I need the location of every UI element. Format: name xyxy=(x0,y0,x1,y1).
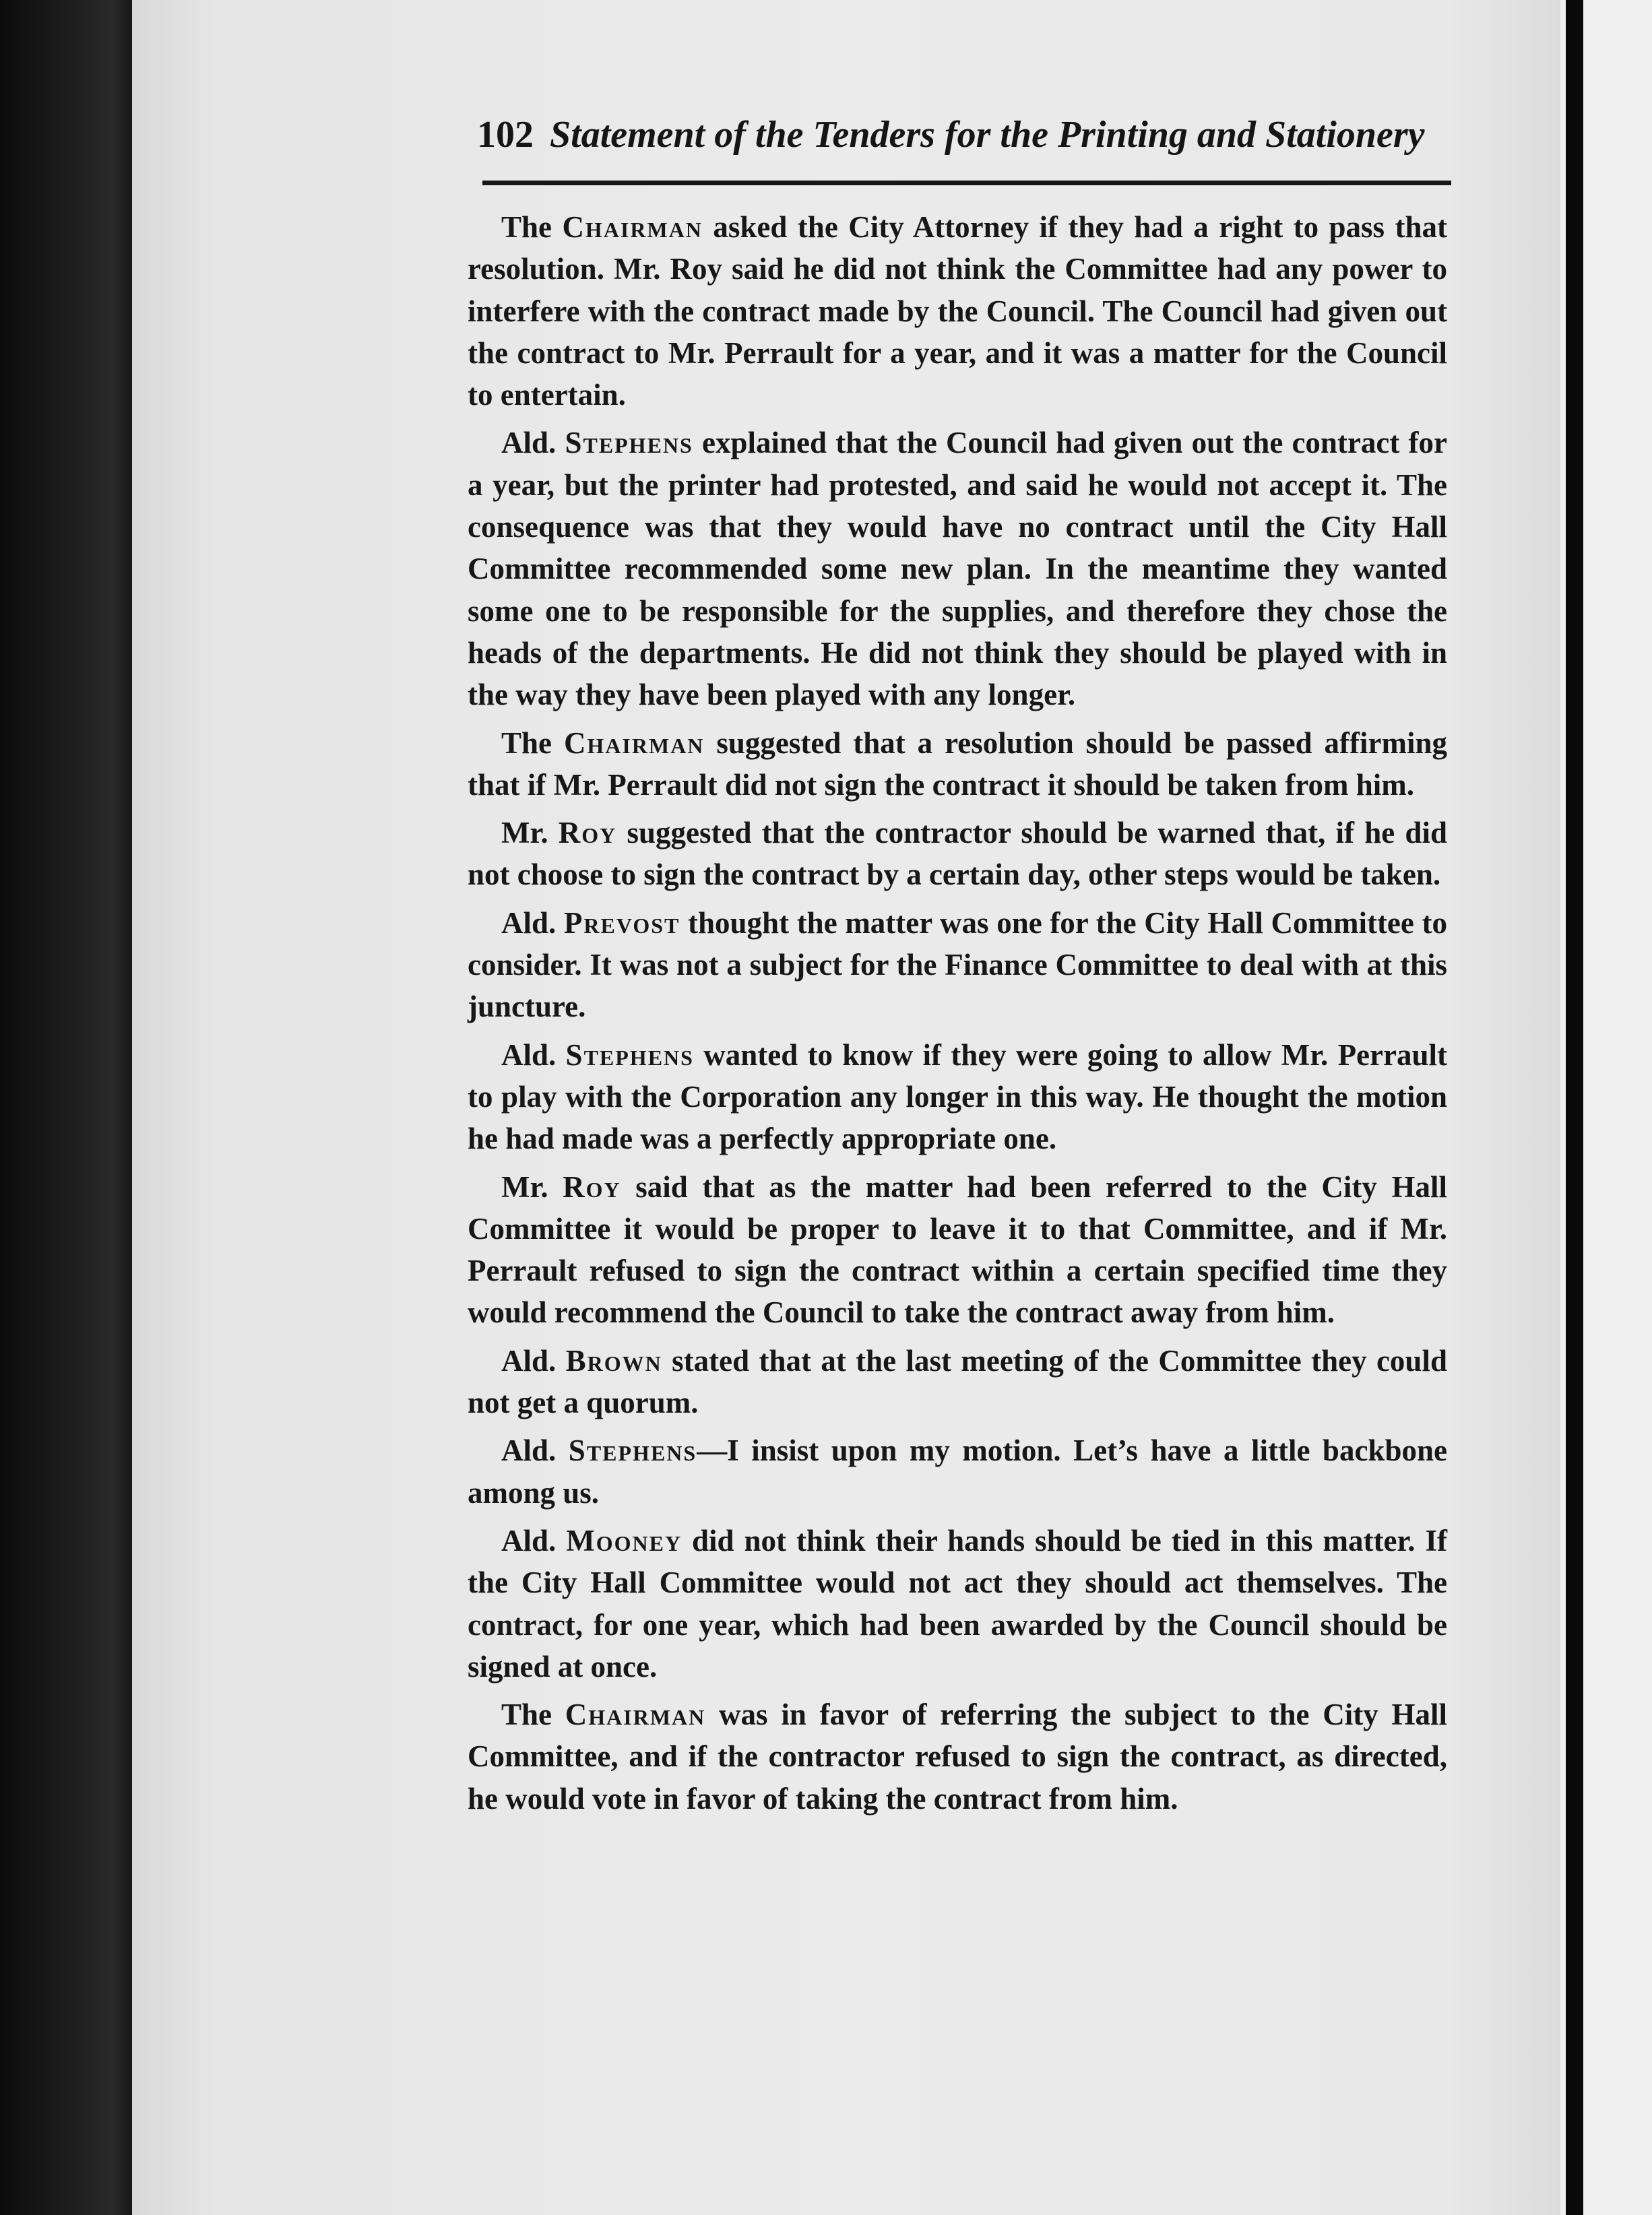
left-scan-border xyxy=(0,0,132,2215)
speaker-name: Prevost xyxy=(563,905,680,940)
speaker-name: Brown xyxy=(565,1343,662,1378)
speaker-name: Stephens xyxy=(565,1037,694,1072)
speaker-name: Stephens xyxy=(565,426,693,460)
speaker-name: Roy xyxy=(558,816,617,850)
speaker-name: Mooney xyxy=(566,1523,682,1558)
speaker-name: Roy xyxy=(563,1169,621,1204)
speaker-name: Chairman xyxy=(565,1698,706,1732)
body-text xyxy=(468,206,1447,1826)
paragraph: Ald. Stephens explained that the Council had given out the contract for a year, but the printer had protested, and said he would not accept it. The consequence was that they would have no contract until the City Hall Committee recommended some new plan. In the meantime they wanted some one to be responsible for the supplies, and therefore they chose the heads of the departments. He did not think they should be played with in the way they have been played with any longer. xyxy=(468,426,1447,712)
paragraph: Ald. Brown stated that at the last meeting of the Committee they could not get a quorum. xyxy=(468,1343,1447,1420)
speaker-name: Chairman xyxy=(563,726,705,760)
speaker-name: Chairman xyxy=(562,210,703,244)
paragraph: Ald. Mooney did not think their hands should be tied in this matter. If the City Hall Committee would not act they should act themselves. The contract, for one year, which had been awarded by the Council should be signed at once. xyxy=(468,1523,1447,1683)
page-header xyxy=(477,108,1454,162)
running-title: Statement of the Tenders for the Printing and Stationery xyxy=(550,114,1425,156)
paragraph: The Chairman suggested that a resolution should be passed affirming that if Mr. Perrault did not sign the contract it should be taken from him. xyxy=(468,726,1448,802)
page-edge-shadow xyxy=(1566,0,1583,2215)
speaker-name: Stephens xyxy=(568,1434,697,1468)
paragraph: Ald. Stephens—I insist upon my motion. Let’s have a little backbone among us. xyxy=(468,1434,1447,1510)
paragraph: Mr. Roy suggested that the contractor should be warned that, if he did not choose to sign the contract by a certain day, other steps would be taken. xyxy=(468,816,1447,892)
paragraph: Ald. Stephens wanted to know if they were going to allow Mr. Perrault to play with the Corporation any longer in this way. He thought the motion he had made was a perfectly appropriate one. xyxy=(468,1037,1447,1156)
page-number: 102 xyxy=(477,114,534,156)
paragraph: Ald. Prevost thought the matter was one for the City Hall Committee to consider. It was not a subject for the Finance Committee to deal with at this juncture. xyxy=(468,905,1447,1024)
paragraph: Mr. Roy said that as the matter had been referred to the City Hall Committee it would be proper to leave it to that Committee, and if Mr. Perrault refused to sign the contract within a certain specified time they would recommend the Council to take the contract away from him. xyxy=(468,1169,1447,1330)
header-rule xyxy=(482,181,1451,185)
right-scan-border xyxy=(1560,0,1652,2215)
paragraph: The Chairman asked the City Attorney if they had a right to pass that resolution. Mr. Roy said he did not think the Committee had any power to interfere with the contract made by the Council. The Council had given out the contract to Mr. Perrault for a year, and it was a matter for the Council to entertain. xyxy=(468,210,1447,412)
paragraph: The Chairman was in favor of referring the subject to the City Hall Committee, and if the contractor refused to sign the contract, as directed, he would vote in favor of taking the contract from him. xyxy=(468,1698,1448,1816)
